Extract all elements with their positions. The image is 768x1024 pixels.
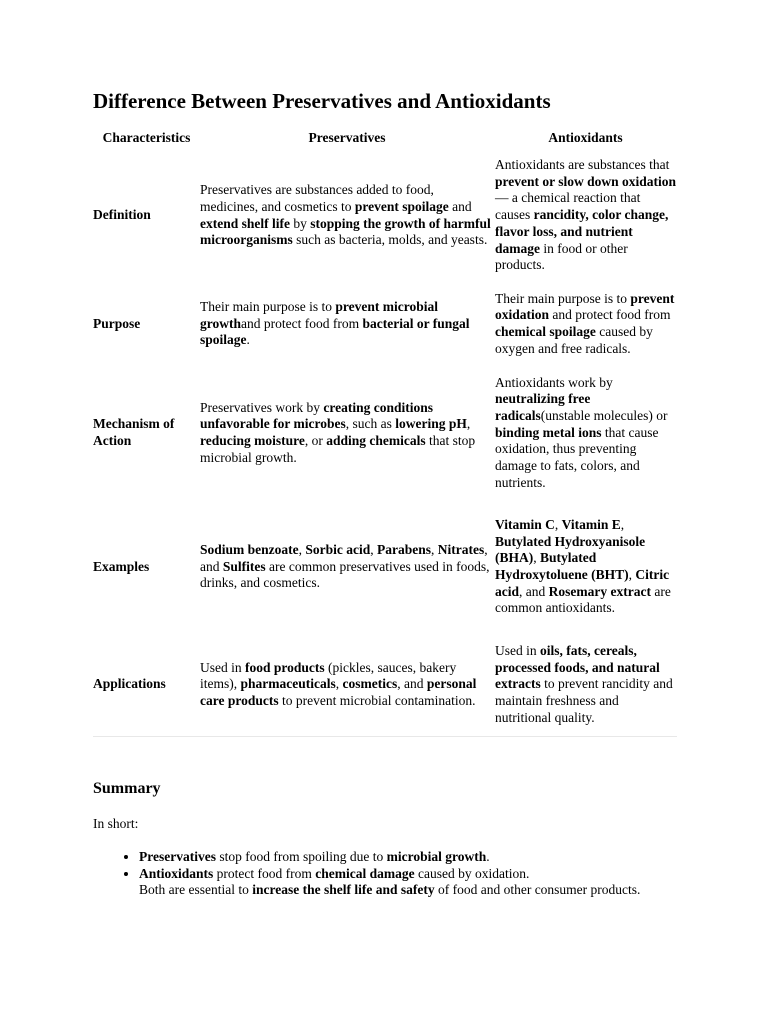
bold-text: prevent oxidation	[495, 290, 675, 323]
table-row-definition	[93, 149, 677, 282]
text-run: , and	[397, 676, 427, 692]
text-run: .	[486, 849, 490, 864]
text-run: Preservatives work by	[200, 399, 324, 415]
text-run: of food and other consumer products.	[434, 882, 641, 898]
comparison-table	[93, 130, 677, 737]
summary-intro: In short:	[93, 816, 139, 831]
bold-text: Parabens	[377, 541, 432, 557]
cell-preservatives-applications	[200, 634, 494, 736]
cell-preservatives-purpose	[200, 282, 494, 366]
bold-text: lowering pH	[395, 416, 467, 432]
table-row-purpose	[93, 282, 677, 366]
text-run: , and	[519, 583, 549, 599]
text-run: Antioxidants work by	[495, 374, 613, 390]
bold-text: prevent microbial growth	[200, 298, 438, 331]
text-run: ,	[554, 516, 562, 532]
text-run: .	[246, 332, 250, 348]
cell-preservatives-definition	[200, 149, 494, 282]
bold-text: Vitamin C	[495, 516, 555, 532]
text-run: caused by oxygen and free radicals.	[495, 324, 653, 356]
bold-text: Butylated Hydroxyanisole (BHA)	[495, 533, 646, 566]
summary-point-preservatives	[139, 849, 679, 866]
text-run: are common preservatives used in foods, drinks, and cosmetics.	[200, 558, 490, 591]
text-run: (pickles, sauces, bakery items),	[200, 659, 457, 692]
header-preservatives: Preservatives	[308, 130, 386, 145]
bold-text: Sulfites	[222, 558, 266, 574]
bold-text: rancidity, color change, flavor loss, and nutrient damage	[495, 207, 669, 256]
bold-text: binding metal ions	[495, 424, 602, 440]
summary-heading: Summary	[93, 780, 161, 797]
bold-text: chemical spoilage	[495, 324, 596, 339]
bold-text: increase the shelf life and safety	[252, 882, 435, 898]
text-run: Antioxidants are substances that	[495, 157, 670, 173]
bold-text: Nitrates	[437, 541, 485, 557]
text-run: by	[290, 215, 311, 231]
header-characteristics: Characteristics	[102, 130, 191, 145]
bold-text: microbial growth	[386, 849, 487, 864]
cell-antioxidants-applications	[494, 634, 677, 736]
bold-text: chemical damage	[315, 865, 415, 881]
text-run: that stop microbial growth.	[200, 433, 476, 465]
summary-point-antioxidants	[139, 866, 679, 899]
text-run: and	[448, 198, 472, 214]
row-label-purpose: Purpose	[93, 315, 141, 331]
text-run: ,	[370, 541, 378, 557]
text-run: protect food from	[213, 865, 316, 881]
text-run: Their main purpose is to	[200, 298, 336, 314]
table-row-mechanism	[93, 366, 677, 500]
summary-list	[93, 849, 679, 899]
bold-text: Sodium benzoate	[200, 541, 299, 557]
cell-antioxidants-mechanism	[494, 366, 677, 500]
text-run: caused by oxidation.	[414, 865, 530, 881]
text-run: that cause oxidation, thus preventing damage to fats, colors, and nutrients.	[495, 424, 659, 490]
cell-antioxidants-definition	[494, 149, 677, 282]
text-run: Used in	[200, 659, 245, 675]
text-run: ,	[431, 541, 438, 557]
bold-text: prevent spoilage	[354, 198, 449, 214]
text-run: ,	[298, 541, 306, 557]
bold-text: stopping the growth of harmful microorganisms	[200, 215, 491, 248]
text-run: and protect food from	[241, 315, 363, 331]
bold-text: prevent or slow down oxidation	[495, 173, 677, 189]
bold-text: Citric acid	[495, 567, 670, 599]
table-header-row	[93, 130, 677, 149]
text-run: and protect food from	[549, 307, 671, 323]
bold-text: Butylated Hydroxytoluene (BHT)	[495, 550, 629, 582]
text-run: are common antioxidants.	[495, 583, 671, 616]
text-run: to prevent microbial contamination.	[278, 693, 476, 709]
bold-text: oils, fats, cereals, processed foods, and natural extracts	[495, 642, 660, 692]
text-run: ,	[466, 416, 471, 432]
cell-antioxidants-purpose	[494, 282, 677, 366]
text-run: , or	[304, 433, 327, 448]
cell-preservatives-mechanism	[200, 366, 494, 500]
text-run: to prevent rancidity and maintain freshness and nutritional quality.	[495, 676, 673, 725]
text-run: Preservatives are substances added to food, medicines, and cosmetics to	[200, 182, 434, 214]
text-run: , and	[200, 541, 488, 574]
bold-text: adding chemicals	[326, 433, 426, 448]
text-run: ,	[620, 516, 625, 532]
cell-antioxidants-examples	[494, 500, 677, 634]
bold-text: pharmaceuticals	[240, 676, 336, 692]
text-run: ,	[335, 676, 343, 692]
text-run: — a chemical reaction that causes	[495, 190, 641, 223]
text-run: in food or other products.	[495, 240, 628, 273]
bold-text: reducing moisture	[200, 433, 305, 448]
row-label-definition: Definition	[93, 207, 151, 223]
bold-text: cosmetics	[342, 676, 398, 692]
row-label-applications: Applications	[93, 634, 200, 736]
bold-text: Preservatives	[139, 849, 216, 864]
text-run: , such as	[345, 416, 396, 432]
bold-text: neutralizing free radicals	[495, 391, 591, 423]
bold-text: food products	[245, 659, 325, 675]
bold-text: extend shelf life	[200, 215, 290, 231]
table-row-examples	[93, 500, 677, 634]
text-run: ,	[533, 550, 540, 566]
text-run: Used in	[495, 642, 540, 658]
bold-text: bacterial or fungal spoilage	[200, 315, 470, 348]
bold-text: creating conditions unfavorable for microbes	[200, 399, 433, 432]
cell-preservatives-examples	[200, 500, 494, 634]
bold-text: Vitamin E	[561, 516, 621, 532]
row-label-examples: Examples	[93, 558, 150, 574]
bold-text: personal care products	[200, 676, 477, 709]
text-run: (unstable molecules) or	[540, 407, 668, 423]
page-title: Difference Between Preservatives and Antioxidants	[93, 89, 551, 113]
bold-text: Rosemary extract	[548, 583, 651, 599]
bold-text: Sorbic acid	[305, 541, 371, 557]
bold-text: Antioxidants	[139, 865, 214, 881]
text-run: ,	[628, 567, 636, 582]
header-antioxidants: Antioxidants	[548, 130, 623, 145]
text-run: Their main purpose is to	[495, 290, 631, 306]
table-row-applications	[93, 634, 677, 736]
text-run: Both are essential to	[139, 882, 253, 898]
text-run: stop food from spoiling due to	[215, 849, 387, 864]
row-label-mechanism: Mechanism of Action	[93, 416, 175, 448]
text-run: such as bacteria, molds, and yeasts.	[292, 232, 488, 248]
